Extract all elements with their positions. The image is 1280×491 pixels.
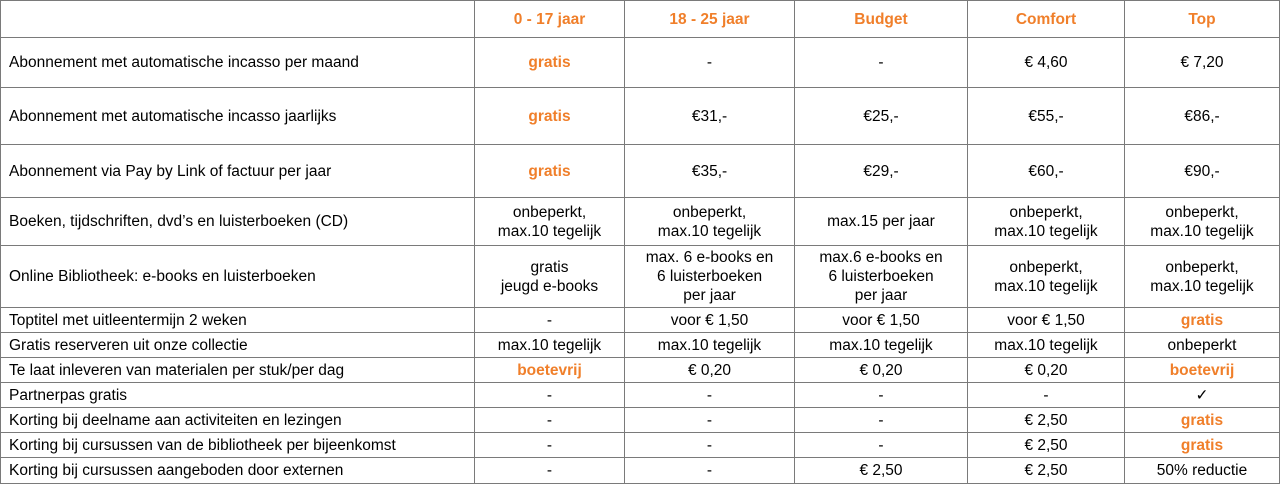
cell-comfort <box>968 246 1125 308</box>
cell-18-25 <box>625 198 795 246</box>
row-label: Abonnement via Pay by Link of factuur per jaar <box>1 145 475 198</box>
cell-line: per jaar <box>854 287 908 304</box>
table-row <box>1 408 1280 433</box>
row-label: Abonnement met automatische incasso jaarlijks <box>1 88 475 145</box>
cell-18-25: - <box>625 458 795 484</box>
cell-comfort: max.10 tegelijk <box>968 333 1125 358</box>
cell-line: onbeperkt, <box>1009 258 1083 276</box>
cell-budget: max.15 per jaar <box>795 198 968 246</box>
cell-0-17: gratis <box>475 38 625 88</box>
column-header-top: Top <box>1125 1 1280 38</box>
cell-top: €86,- <box>1125 88 1280 145</box>
table-row <box>1 246 1280 308</box>
cell-top: ✓ <box>1125 383 1280 408</box>
cell-comfort: €55,- <box>968 88 1125 145</box>
cell-0-17: - <box>475 458 625 484</box>
cell-line: per jaar <box>683 287 736 304</box>
cell-0-17: max.10 tegelijk <box>475 333 625 358</box>
cell-0-17: - <box>475 383 625 408</box>
cell-18-25: - <box>625 433 795 458</box>
column-header-18-25: 18 - 25 jaar <box>625 1 795 38</box>
cell-comfort: €60,- <box>968 145 1125 198</box>
table-row <box>1 88 1280 145</box>
cell-comfort: - <box>968 383 1125 408</box>
row-label: Partnerpas gratis <box>1 383 475 408</box>
cell-0-17: - <box>475 408 625 433</box>
cell-line: max.10 tegelijk <box>1150 277 1254 295</box>
table-row <box>1 383 1280 408</box>
table-row <box>1 433 1280 458</box>
table-row <box>1 358 1280 383</box>
cell-0-17: gratis <box>475 145 625 198</box>
cell-top: €90,- <box>1125 145 1280 198</box>
column-header-budget: Budget <box>795 1 968 38</box>
cell-18-25: € 0,20 <box>625 358 795 383</box>
cell-budget <box>795 246 968 308</box>
table-row <box>1 38 1280 88</box>
cell-line: max.10 tegelijk <box>657 222 762 240</box>
row-label: Korting bij cursussen van de bibliotheek per bijeenkomst <box>1 433 475 458</box>
cell-budget: - <box>795 433 968 458</box>
cell-0-17: gratis <box>475 88 625 145</box>
cell-budget: voor € 1,50 <box>795 308 968 333</box>
cell-18-25: max.10 tegelijk <box>625 333 795 358</box>
row-label: Korting bij deelname aan activiteiten en lezingen <box>1 408 475 433</box>
cell-line: onbeperkt, <box>512 203 587 221</box>
table-body <box>1 38 1280 484</box>
cell-line: jeugd e-books <box>500 277 599 295</box>
cell-budget: max.10 tegelijk <box>795 333 968 358</box>
cell-line: max.6 e-books en <box>819 249 943 266</box>
cell-0-17: - <box>475 308 625 333</box>
cell-line: onbeperkt, <box>1165 203 1239 221</box>
table-row <box>1 308 1280 333</box>
header-row <box>1 1 1280 38</box>
cell-18-25 <box>625 246 795 308</box>
cell-comfort <box>968 198 1125 246</box>
cell-top: € 7,20 <box>1125 38 1280 88</box>
cell-18-25: voor € 1,50 <box>625 308 795 333</box>
cell-18-25: €35,- <box>625 145 795 198</box>
cell-budget: - <box>795 38 968 88</box>
cell-top <box>1125 246 1280 308</box>
cell-top: onbeperkt <box>1125 333 1280 358</box>
cell-18-25: - <box>625 383 795 408</box>
row-label: Korting bij cursussen aangeboden door externen <box>1 458 475 484</box>
cell-line: max.10 tegelijk <box>994 277 1098 295</box>
table-row <box>1 198 1280 246</box>
cell-0-17: - <box>475 433 625 458</box>
cell-top: gratis <box>1125 308 1280 333</box>
row-label: Toptitel met uitleentermijn 2 weken <box>1 308 475 333</box>
cell-comfort: € 0,20 <box>968 358 1125 383</box>
row-label: Boeken, tijdschriften, dvd’s en luisterboeken (CD) <box>1 198 475 246</box>
cell-budget: €29,- <box>795 145 968 198</box>
cell-comfort: € 4,60 <box>968 38 1125 88</box>
cell-line: onbeperkt, <box>1165 258 1239 276</box>
row-label: Abonnement met automatische incasso per maand <box>1 38 475 88</box>
cell-budget: €25,- <box>795 88 968 145</box>
cell-budget: € 0,20 <box>795 358 968 383</box>
cell-line: 6 luisterboeken <box>656 268 763 285</box>
row-label: Te laat inleveren van materialen per stuk/per dag <box>1 358 475 383</box>
cell-comfort: voor € 1,50 <box>968 308 1125 333</box>
cell-top: 50% reductie <box>1125 458 1280 484</box>
table-row <box>1 458 1280 484</box>
cell-line: onbeperkt, <box>672 203 747 221</box>
cell-comfort: € 2,50 <box>968 458 1125 484</box>
cell-comfort: € 2,50 <box>968 408 1125 433</box>
cell-top: boetevrij <box>1125 358 1280 383</box>
cell-0-17 <box>475 246 625 308</box>
cell-0-17 <box>475 198 625 246</box>
row-label: Gratis reserveren uit onze collectie <box>1 333 475 358</box>
header-corner <box>1 1 475 38</box>
cell-line: max. 6 e-books en <box>645 249 774 266</box>
cell-line: max.10 tegelijk <box>1150 222 1254 240</box>
cell-top <box>1125 198 1280 246</box>
row-label: Online Bibliotheek: e-books en luisterboeken <box>1 246 475 308</box>
table-row <box>1 333 1280 358</box>
cell-line: onbeperkt, <box>1009 203 1083 221</box>
cell-18-25: - <box>625 38 795 88</box>
cell-line: max.10 tegelijk <box>497 222 602 240</box>
table-row <box>1 145 1280 198</box>
column-header-comfort: Comfort <box>968 1 1125 38</box>
cell-line: 6 luisterboeken <box>828 268 934 285</box>
cell-18-25: €31,- <box>625 88 795 145</box>
cell-18-25: - <box>625 408 795 433</box>
cell-line: max.10 tegelijk <box>994 222 1098 240</box>
cell-top: gratis <box>1125 433 1280 458</box>
cell-budget: - <box>795 408 968 433</box>
cell-comfort: € 2,50 <box>968 433 1125 458</box>
column-header-0-17: 0 - 17 jaar <box>475 1 625 38</box>
cell-top: gratis <box>1125 408 1280 433</box>
cell-budget: - <box>795 383 968 408</box>
cell-0-17: boetevrij <box>475 358 625 383</box>
cell-budget: € 2,50 <box>795 458 968 484</box>
cell-line: gratis <box>530 258 569 276</box>
